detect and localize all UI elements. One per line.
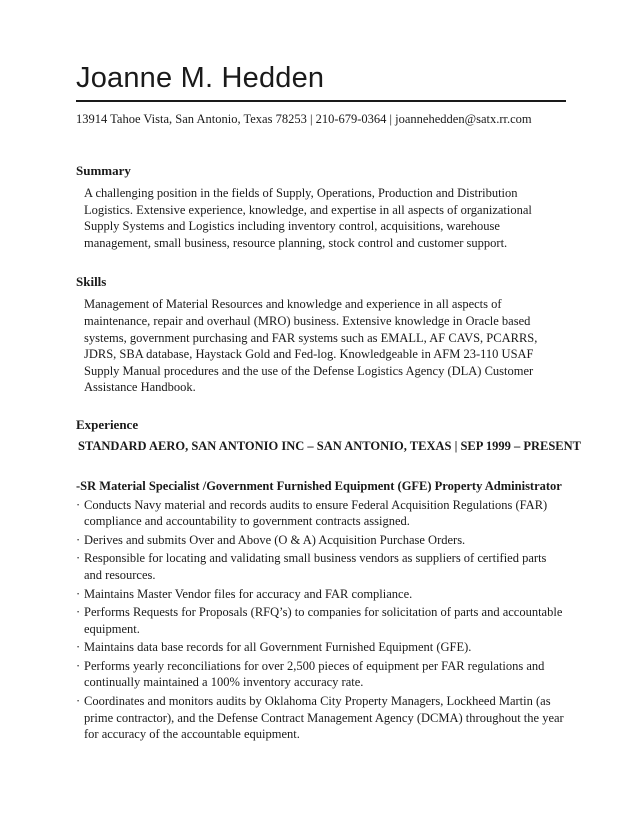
header-divider (76, 100, 566, 102)
list-item (76, 497, 566, 530)
list-item (76, 639, 566, 656)
duty-text: Maintains data base records for all Government Furnished Equipment (GFE). (84, 640, 472, 655)
experience-heading: Experience (76, 416, 139, 432)
list-item (76, 693, 566, 743)
bullet-icon: · (76, 586, 81, 601)
job-title: -SR Material Specialist /Government Furnished Equipment (GFE) Property Administrator (76, 478, 562, 493)
list-item (76, 532, 566, 549)
bullet-icon: · (76, 605, 81, 620)
duty-text: Derives and submits Over and Above (O & A) Acquisition Purchase Orders. (84, 532, 466, 547)
experience-section (76, 416, 581, 743)
skills-section (76, 274, 566, 396)
duty-text: Responsible for locating and validating small business vendors as suppliers of certified parts and resources. (84, 551, 547, 582)
skills-text: Management of Material Resources and knowledge and experience in all aspects of maintenance, repair and overhaul (MRO) business. Extensive knowledge in Oracle based systems, government purchasing and FAR systems such as EMALL, AF CAVS, PCARRS, JDRS, SBA database, Haystack Gold and Fed-log. Knowledgeable in AFM 23-110 USAF Supply Manual procedures and the use of the Defense Logistics Agency (DLA) Customer Assistance Handbook. (84, 297, 538, 395)
duties-list (76, 497, 566, 743)
summary-heading: Summary (76, 163, 131, 178)
list-item (76, 604, 566, 637)
resume-page (76, 60, 581, 745)
candidate-name: Joanne M. Hedden (76, 62, 325, 94)
duty-text: Performs Requests for Proposals (RFQ’s) to companies for solicitation of parts and accountable equipment. (84, 605, 563, 636)
summary-section (76, 163, 566, 251)
list-item (76, 550, 566, 583)
employer-line: STANDARD AERO, SAN ANTONIO INC – SAN ANTONIO, TEXAS | SEP 1999 – PRESENT (78, 438, 581, 453)
summary-text: A challenging position in the fields of Supply, Operations, Production and Distribution Logistics. Extensive experience, knowledge, and expertise in all aspects of organizational Supply Systems and Logistics including inventory control, acquisitions, warehouse management, small business, resource planning, stock control and customer support. (84, 186, 532, 250)
bullet-icon: · (76, 551, 81, 566)
bullet-icon: · (76, 497, 81, 512)
contact-line: 13914 Tahoe Vista, San Antonio, Texas 78253 | 210-679-0364 | joannehedden@satx.rr.com (76, 112, 532, 126)
list-item (76, 586, 566, 603)
bullet-icon: · (76, 694, 81, 709)
bullet-icon: · (76, 658, 81, 673)
duty-text: Performs yearly reconciliations for over 2,500 pieces of equipment per FAR regulations and continually maintained a 100% inventory accuracy rate. (84, 658, 545, 690)
duty-text: Maintains Master Vendor files for accuracy and FAR compliance. (84, 586, 413, 601)
bullet-icon: · (76, 532, 81, 547)
duty-text: Conducts Navy material and records audits to ensure Federal Acquisition Regulations (FAR) compliance and accountability to government contracts assigned. (84, 497, 548, 529)
list-item (76, 658, 566, 691)
duty-text: Coordinates and monitors audits by Oklahoma City Property Managers, Lockheed Martin (as prime contractor), and the Defense Contract Management Agency (DCMA) throughout the year for accuracy of the accountable equipment. (84, 694, 564, 742)
skills-heading: Skills (76, 274, 107, 290)
bullet-icon: · (76, 640, 81, 655)
